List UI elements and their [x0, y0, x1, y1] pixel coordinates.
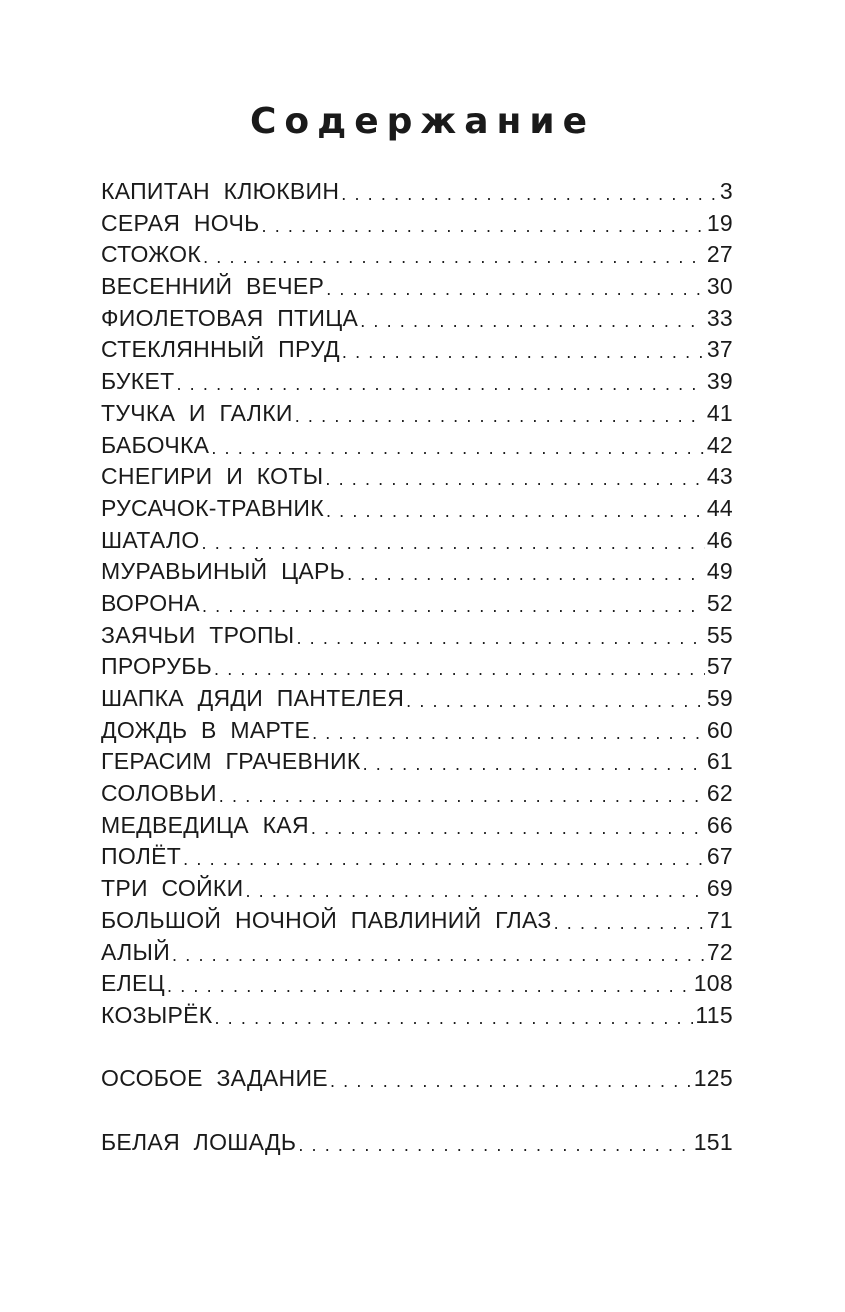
toc-dot-leader — [342, 335, 705, 367]
toc-entry-page: 33 — [706, 304, 733, 331]
toc-entry — [101, 810, 733, 842]
toc-entry-page: 57 — [706, 653, 733, 680]
toc-entry — [101, 841, 733, 873]
toc-entry-title: ФИОЛЕТОВАЯ ПТИЦА — [101, 304, 359, 331]
toc-entry — [101, 176, 733, 208]
toc-entry — [101, 715, 733, 747]
toc-entry — [101, 461, 733, 493]
toc-entry-title: ГЕРАСИМ ГРАЧЕВНИК — [101, 748, 361, 775]
toc-spacer — [101, 1032, 733, 1064]
toc-entry — [101, 556, 733, 588]
toc-entry-title: ПРОРУБЬ — [101, 653, 212, 680]
toc-entry-title: ДОЖДЬ В МАРТЕ — [101, 716, 311, 743]
toc-dot-leader — [330, 1064, 692, 1096]
toc-dot-leader — [211, 431, 704, 463]
toc-entry-page: 19 — [706, 209, 733, 236]
toc-dot-leader — [262, 209, 705, 241]
toc-entry — [101, 746, 733, 778]
toc-entry — [101, 778, 733, 810]
toc-extra-list — [101, 1127, 733, 1159]
toc-entry-title: ТУЧКА И ГАЛКИ — [101, 399, 293, 426]
toc-entry-page: 49 — [706, 558, 733, 585]
toc-entry — [101, 1000, 733, 1032]
toc-entry — [101, 620, 733, 652]
toc-entry-page: 62 — [706, 780, 733, 807]
toc-entry-title: ОСОБОЕ ЗАДАНИЕ — [101, 1065, 328, 1092]
toc-entry-title: ШАПКА ДЯДИ ПАНТЕЛЕЯ — [101, 685, 405, 711]
toc-entry-page: 66 — [706, 811, 733, 838]
toc-entry-page: 69 — [706, 875, 733, 902]
toc-entry-title: ВЕСЕННИЙ ВЕЧЕР — [101, 273, 325, 300]
toc-entry-page: 59 — [706, 685, 733, 711]
toc-dot-leader — [219, 779, 705, 811]
toc-entry-page: 27 — [706, 241, 733, 268]
toc-entry-page: 108 — [693, 970, 733, 997]
toc-entry — [101, 1063, 733, 1095]
toc-spacer — [101, 1095, 733, 1127]
toc-entry-title: АЛЫЙ — [101, 938, 171, 965]
toc-dot-leader — [202, 589, 705, 621]
toc-dot-leader — [245, 874, 704, 906]
toc-entry-page: 39 — [706, 368, 733, 395]
toc-dot-leader — [341, 177, 718, 209]
toc-dot-leader — [296, 621, 704, 653]
toc-entry-page: 43 — [706, 463, 733, 490]
toc-entry — [101, 493, 733, 525]
toc-entry-page: 52 — [706, 589, 733, 616]
toc-main-list — [101, 176, 733, 1032]
toc-dot-leader — [203, 240, 705, 272]
toc-dot-leader — [214, 1001, 693, 1033]
toc-dot-leader — [312, 716, 705, 748]
toc-entry-page: 125 — [693, 1065, 733, 1092]
toc-entry-page: 46 — [706, 526, 733, 553]
toc-entry-page: 115 — [695, 1001, 733, 1028]
toc-entry — [101, 588, 733, 620]
toc-entry-page: 72 — [706, 938, 733, 965]
toc-dot-leader — [406, 684, 705, 716]
toc-entry-page: 60 — [706, 716, 733, 743]
toc-entry-title: СНЕГИРИ И КОТЫ — [101, 463, 324, 490]
toc-entry-title: БАБОЧКА — [101, 431, 210, 458]
toc-entry-page: 55 — [706, 621, 733, 648]
toc-entry-page: 41 — [706, 399, 733, 426]
toc-entry-title: ЗАЯЧЬИ ТРОПЫ — [101, 621, 295, 648]
toc-entry — [101, 303, 733, 335]
toc-dot-leader — [176, 367, 704, 399]
page-title: Содержание — [249, 101, 596, 142]
toc-dot-leader — [363, 747, 705, 779]
toc-entry-page: 42 — [706, 431, 733, 458]
toc-dot-leader — [202, 526, 705, 558]
toc-entry-title: СТОЖОК — [101, 241, 202, 268]
toc-entry-title: РУСАЧОК-ТРАВНИК — [101, 494, 324, 521]
toc-dot-leader — [326, 494, 705, 526]
toc-entry — [101, 334, 733, 366]
toc-entry — [101, 398, 733, 430]
toc-dot-leader — [347, 557, 705, 589]
toc-entry — [101, 651, 733, 683]
toc-entry-title: ЕЛЕЦ — [101, 970, 165, 997]
toc-entry-title: ВОРОНА — [101, 589, 200, 616]
toc-entry — [101, 683, 733, 715]
toc-entry-page: 67 — [706, 843, 733, 870]
toc-dot-leader — [360, 304, 705, 336]
toc-entry-title: КАПИТАН КЛЮКВИН — [101, 178, 340, 204]
toc-entry — [101, 525, 733, 557]
toc-dot-leader — [183, 842, 705, 874]
toc-dot-leader — [214, 652, 705, 684]
toc-entry-title: БЕЛАЯ ЛОШАДЬ — [101, 1128, 297, 1155]
toc-dot-leader — [326, 272, 705, 304]
toc-entry-title: БУКЕТ — [101, 368, 175, 395]
toc-entry-title: КОЗЫРЁК — [101, 1001, 213, 1028]
toc-entry — [101, 366, 733, 398]
toc-dot-leader — [298, 1128, 691, 1160]
toc-entry-page: 3 — [719, 178, 733, 204]
toc-dot-leader — [325, 462, 704, 494]
toc-entry — [101, 968, 733, 1000]
toc-entry — [101, 430, 733, 462]
toc-dot-leader — [311, 811, 705, 843]
toc-entry — [101, 873, 733, 905]
toc-entry-page: 151 — [693, 1128, 733, 1155]
toc-extra-list — [101, 1063, 733, 1095]
toc-entry-title: ШАТАЛО — [101, 526, 200, 553]
toc-entry-page: 30 — [706, 273, 733, 300]
toc-entry — [101, 937, 733, 969]
toc-entry-page: 37 — [706, 336, 733, 363]
toc-entry — [101, 1127, 733, 1159]
toc-dot-leader — [172, 938, 705, 970]
toc-entry-page: 44 — [706, 494, 733, 521]
toc-entry-page: 71 — [706, 906, 733, 933]
table-of-contents — [101, 176, 733, 1158]
toc-entry-title: МУРАВЬИНЫЙ ЦАРЬ — [101, 558, 346, 585]
toc-dot-leader — [554, 906, 705, 938]
toc-dot-leader — [295, 399, 705, 431]
toc-entry-title: МЕДВЕДИЦА КАЯ — [101, 811, 309, 838]
toc-entry — [101, 208, 733, 240]
toc-entry-title: СЕРАЯ НОЧЬ — [101, 209, 260, 236]
toc-entry — [101, 239, 733, 271]
toc-entry — [101, 905, 733, 937]
toc-entry-title: СОЛОВЬИ — [101, 780, 217, 807]
toc-dot-leader — [167, 969, 692, 1001]
toc-entry-page: 61 — [706, 748, 733, 775]
toc-entry-title: ПОЛЁТ — [101, 843, 182, 870]
toc-entry-title: СТЕКЛЯННЫЙ ПРУД — [101, 336, 340, 363]
toc-entry-title: ТРИ СОЙКИ — [101, 875, 244, 902]
toc-entry — [101, 271, 733, 303]
toc-entry-title: БОЛЬШОЙ НОЧНОЙ ПАВЛИНИЙ ГЛАЗ — [101, 906, 552, 933]
